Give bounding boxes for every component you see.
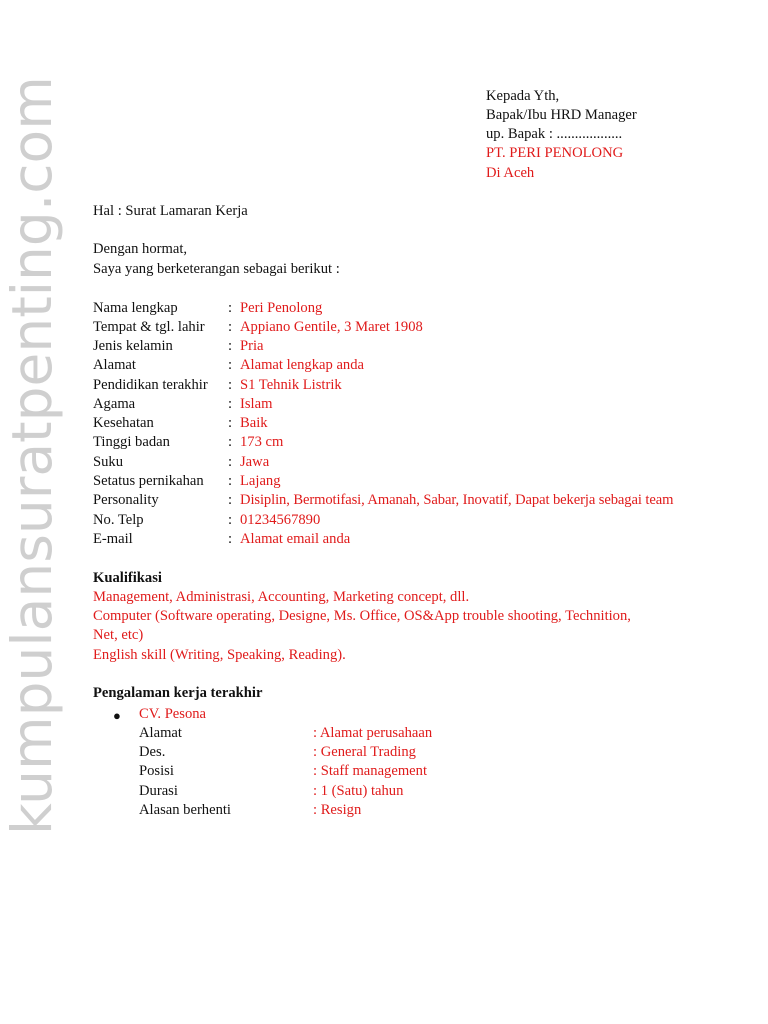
recipient-city: Di Aceh [486,165,535,181]
experience-value: : General Trading [313,744,416,760]
experience-value: : Staff management [313,763,428,779]
personal-separator: : [228,415,233,431]
personal-label: E-mail [93,531,133,547]
personal-value: Pria [240,338,264,354]
personal-label: Tinggi badan [93,434,170,450]
bullet-icon: ● [113,708,121,723]
personal-separator: : [228,338,233,354]
personal-value: Jawa [240,454,270,470]
personal-label: Personality [93,492,159,508]
personal-separator: : [228,454,233,470]
recipient-line-1: Kepada Yth, [486,88,560,104]
personal-separator: : [228,434,233,450]
personal-label: Nama lengkap [93,300,178,316]
personal-label: Suku [93,454,124,470]
experience-company: CV. Pesona [139,706,207,722]
personal-separator: : [228,319,233,335]
personal-separator: : [228,512,233,528]
personal-value: Appiano Gentile, 3 Maret 1908 [240,319,423,335]
personal-label: Alamat [93,357,136,373]
personal-label: Jenis kelamin [93,338,173,354]
experience-label: Durasi [139,783,178,799]
qualification-line: English skill (Writing, Speaking, Reading). [93,647,346,663]
watermark-text: kumpulansuratpenting.com [0,76,64,835]
personal-separator: : [228,396,233,412]
personal-separator: : [228,300,233,316]
experience-value: : Resign [313,802,362,818]
personal-separator: : [228,492,233,508]
personal-value: 01234567890 [240,512,321,528]
personal-value: Disiplin, Bermotifasi, Amanah, Sabar, Inovatif, Dapat bekerja sebagai team [240,492,674,508]
personal-value: Lajang [240,473,281,489]
personal-label: Kesehatan [93,415,154,431]
qualification-line: Net, etc) [93,627,144,643]
personal-value: 173 cm [240,434,284,450]
experience-value: : Alamat perusahaan [313,725,433,741]
recipient-line-2: Bapak/Ibu HRD Manager [486,107,637,123]
qualifications-heading: Kualifikasi [93,570,162,586]
recipient-company: PT. PERI PENOLONG [486,145,624,161]
experience-label: Posisi [139,763,174,779]
personal-separator: : [228,531,233,547]
experience-value: : 1 (Satu) tahun [313,783,404,799]
personal-value: Islam [240,396,273,412]
qualification-line: Computer (Software operating, Designe, Ms. Office, OS&App trouble shooting, Technition, [93,608,631,624]
personal-label: Setatus pernikahan [93,473,204,489]
personal-value: S1 Tehnik Listrik [240,377,342,393]
letter-greeting: Dengan hormat, [93,241,188,257]
personal-value: Alamat email anda [240,531,351,547]
experience-label: Des. [139,744,166,760]
experience-heading: Pengalaman kerja terakhir [93,685,263,701]
experience-label: Alamat [139,725,182,741]
personal-value: Peri Penolong [240,300,323,316]
personal-separator: : [228,473,233,489]
personal-label: Pendidikan terakhir [93,377,208,393]
qualification-line: Management, Administrasi, Accounting, Marketing concept, dll. [93,589,470,605]
personal-separator: : [228,357,233,373]
experience-label: Alasan berhenti [139,802,231,818]
personal-label: Tempat & tgl. lahir [93,319,205,335]
personal-value: Baik [240,415,268,431]
recipient-line-3: up. Bapak : .................. [486,126,623,142]
personal-label: No. Telp [93,512,144,528]
letter-subject: Hal : Surat Lamaran Kerja [93,203,248,219]
personal-label: Agama [93,396,136,412]
personal-separator: : [228,377,233,393]
personal-value: Alamat lengkap anda [240,357,364,373]
letter-intro: Saya yang berketerangan sebagai berikut : [93,261,340,277]
